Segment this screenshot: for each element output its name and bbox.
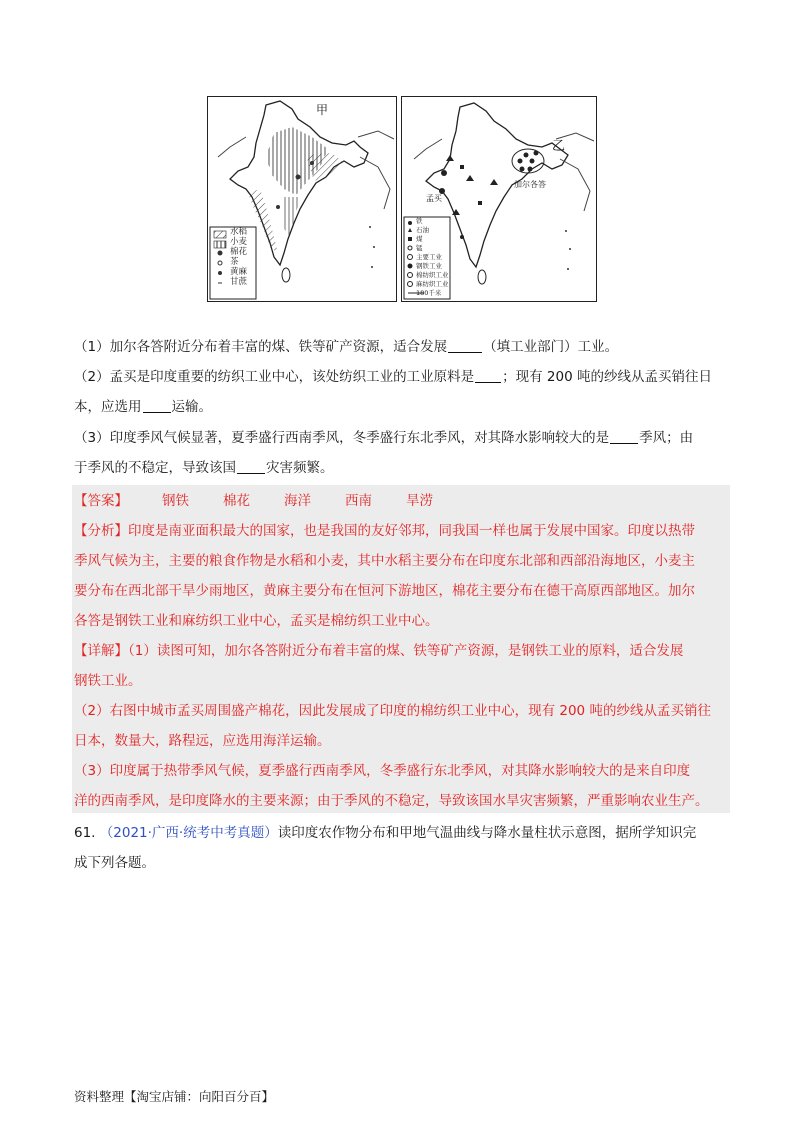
legend-sugarcane: 甘蔗 <box>230 277 248 287</box>
legend-cotton: 棉花 <box>230 247 248 257</box>
detail-line-5: （3）印度属于热带季风气候，夏季盛行西南季风，冬季盛行东北季风，对其降水影响较大的是来自印度 <box>74 763 691 779</box>
question-2-line-2 <box>74 397 212 417</box>
q3-text-a: （3）印度季风气候显著，夏季盛行西南季风，冬季盛行东北季风，对其降水影响较大的是 <box>74 430 610 446</box>
q61-number: 61. <box>74 825 96 841</box>
answer-1: 钢铁 <box>162 493 189 509</box>
analysis-line-2: 季风气候为主，主要的粮食作物是水稻和小麦，其中水稻主要分布在印度东北部和西部沿海地区，小麦主 <box>74 553 695 569</box>
map-yi-legend <box>416 217 449 298</box>
detail-text-1: （1）读图可知，加尔各答附近分布着丰富的煤、铁等矿产资源，是钢铁工业的原料，适合发展 <box>128 643 684 659</box>
answer-4: 西南 <box>345 493 372 509</box>
q61-text-1: 读印度农作物分布和甲地气温曲线与降水量柱状示意图，据所学知识完 <box>277 825 697 841</box>
legend-manganese: 锰 <box>416 244 423 252</box>
q1-blank <box>448 338 482 353</box>
city-label-kolkata: 加尔各答 <box>514 180 546 189</box>
map-jia-legend <box>230 227 247 287</box>
legend-wheat: 小麦 <box>230 237 248 247</box>
q2-text-a: （2）孟买是印度重要的纺织工业中心，该处纺织工业的工业原料是 <box>74 369 475 385</box>
analysis-text-1: 印度是南亚面积最大的国家，也是我国的友好邻邦，同我国一样也属于发展中国家。印度以热带 <box>128 523 695 539</box>
detail-line-1 <box>74 641 683 661</box>
analysis-line-4: 各答是钢铁工业和麻纺织工业中心，孟买是棉纺织工业中心。 <box>74 613 439 629</box>
q2-blank-2 <box>143 398 171 413</box>
legend-oil: 石油 <box>416 226 429 234</box>
q2-text-b: ；现有 200 吨的纱线从孟买销往日 <box>502 369 712 385</box>
q3-blank-2 <box>237 459 265 474</box>
q1-text-b: （填工业部门）工业。 <box>483 339 619 355</box>
legend-iron: 铁 <box>416 217 423 225</box>
footer-note: 资料整理【淘宝店铺：向阳百分百】 <box>74 1089 275 1104</box>
question-1 <box>74 337 618 357</box>
question-3-line-1 <box>74 428 693 448</box>
india-maps-figure <box>207 96 597 302</box>
legend-jute: 黄麻 <box>230 267 248 277</box>
answer-tag: 【答案】 <box>74 493 128 509</box>
legend-cotton-textile: 棉纺织工业 <box>416 271 449 279</box>
question-61-line-1 <box>74 823 696 843</box>
map-yi-title: 乙 <box>552 139 566 154</box>
answer-2: 棉花 <box>223 493 250 509</box>
question-61-line-2: 成下列各题。 <box>74 855 155 871</box>
answer-line <box>74 491 433 511</box>
legend-rice: 水稻 <box>230 227 248 237</box>
analysis-tag: 【分析】 <box>74 523 128 539</box>
answer-5: 旱涝 <box>406 493 433 509</box>
legend-jute-textile: 麻纺织工业 <box>416 280 449 288</box>
legend-tea: 茶 <box>230 257 239 267</box>
analysis-line-3: 要分布在西北部干旱少雨地区，黄麻主要分布在恒河下游地区，棉花主要分布在德干高原西部地区。加尔 <box>74 583 695 599</box>
q2-blank-1 <box>475 368 501 383</box>
detail-line-6: 洋的西南季风，是印度降水的主要来源；由于季风的不稳定，导致该国水旱灾害频繁，严重影响农业生产。 <box>74 793 709 809</box>
detail-line-4: 日本，数量大，路程远，应选用海洋运输。 <box>74 733 331 749</box>
detail-line-2: 钢铁工业。 <box>74 673 142 689</box>
map-yi <box>401 96 597 302</box>
question-3-line-2 <box>74 458 334 478</box>
answer-3: 海洋 <box>284 493 311 509</box>
map-jia <box>207 96 397 302</box>
city-label-mumbai: 孟买 <box>426 194 442 203</box>
detail-tag: 【详解】 <box>74 643 128 659</box>
q2-text-c: 本，应选用 <box>74 399 142 415</box>
legend-main-industry: 主要工业 <box>416 253 442 261</box>
legend-scale: 180千米 <box>416 289 442 297</box>
q1-text-a: （1）加尔各答附近分布着丰富的煤、铁等矿产资源，适合发展 <box>74 339 448 355</box>
q2-text-d: 运输。 <box>171 399 212 415</box>
q3-text-c: 于季风的不稳定，导致该国 <box>74 460 236 476</box>
map-jia-title: 甲 <box>316 103 329 117</box>
question-2-line-1 <box>74 367 712 387</box>
legend-steel: 钢铁工业 <box>416 262 442 270</box>
analysis-line-1 <box>74 521 695 541</box>
q61-source: （2021·广西·统考中考真题） <box>99 825 278 841</box>
q3-text-d: 灾害频繁。 <box>266 460 334 476</box>
detail-line-3: （2）右图中城市孟买周围盛产棉花，因此发展成了印度的棉纺织工业中心，现有 200 吨的纱线从孟买销往 <box>74 703 711 719</box>
legend-coal: 煤 <box>416 235 423 243</box>
q3-blank-1 <box>610 429 638 444</box>
q3-text-b: 季风；由 <box>639 430 694 446</box>
